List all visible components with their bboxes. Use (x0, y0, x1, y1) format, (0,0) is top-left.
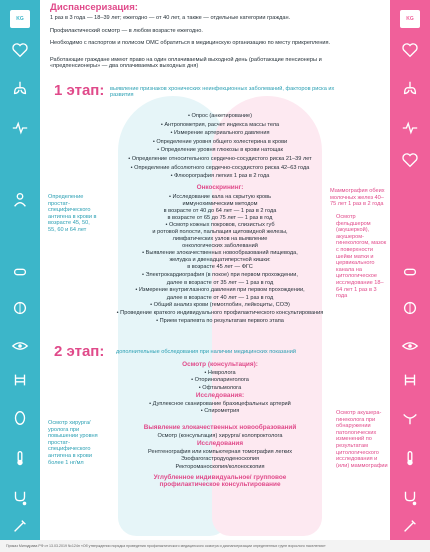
stage2-consult-item: • Офтальмолога (198, 384, 242, 391)
stage1-item: • Измерение артериального давления (170, 130, 270, 137)
header-passport: Необходимо с паспортом и полисом ОМС обратиться в медицинскую организацию по месту прикрепления. (50, 40, 331, 46)
onco-item: в возрасте от 65 до 75 лет — 1 раз в год (167, 215, 273, 221)
stage1-item: • Антропометрия, расчет индекса массы тела (160, 121, 280, 128)
ecg-icon (7, 118, 33, 138)
left-side-band (0, 0, 40, 540)
stage2-research-item: • Дуплексное сканирование брахицефальных артерий (149, 401, 291, 407)
stage1-item: • Флюорография легких 1 раз в 2 года (170, 173, 270, 180)
psa-note: Определение простат-специфического антигена в крови в возрасте 45, 50, 55, 60 и 64 лет (48, 194, 97, 233)
stage2-consult-list (120, 370, 320, 392)
pill-icon (7, 262, 33, 282)
stage1-more-item: далее в возрасте от 40 лет — 1 раз в год (166, 294, 274, 301)
page-title: Диспансеризация: (50, 2, 138, 13)
gynecologist-note: Осмотр акушера-гинеколога при обнаружении патологических изменений по результатам цитологического исследования и (или) маммографии (336, 410, 388, 469)
onco-item: лимфатических узлов на выявление (172, 236, 268, 242)
urologist-note: Осмотр хирурга/ уролога при повышении уровня простат-специфического антигена в крови более 1 нг/мл (48, 420, 98, 466)
scale-badge-right: KG (400, 10, 420, 28)
onco-title: Онкоскрининг: (196, 184, 244, 191)
syringe-icon (397, 516, 423, 536)
stage1-item: • Опрос (анкетирование) (187, 113, 253, 119)
stage2-onco-research-title: Исследования (196, 440, 244, 447)
stage2-onco-title: Выявление злокачественных новообразований (143, 424, 297, 431)
stage2-subtitle: дополнительные обследования при наличии медицинских показаний (116, 349, 296, 355)
stage2-consult-title: Осмотр (консультация): (182, 361, 258, 368)
syringe-icon (7, 516, 33, 536)
stage2-label: 2 этап: (54, 343, 105, 360)
stage2-onco-research-item: Рентгенография или компьютерная томография легких (147, 449, 293, 455)
gynecology-exam-note: Осмотр фельдшером (акушеркой), акушером-гинекологом, мазок с поверхности шейки матки и цервикального канала на цитологическое исследование 18–64 лет 1 раз в 3 года (336, 214, 387, 300)
stage1-more-item: • Электрокардиография (в покое) при первом прохождении, (142, 272, 298, 278)
header-frequency: 1 раз в 3 года — 18–39 лет; ежегодно — от 40 лет, а также — отдельные категории граждан. (50, 15, 291, 21)
stage1-item: • Определение абсолютного сердечно-сосудистого риска 42–63 года (130, 164, 310, 171)
stage1-more-item: • Проведение краткого индивидуального профилактического консультирования (116, 309, 324, 316)
stage1-more-list (70, 272, 370, 325)
stage2-onco-consult: Осмотр (консультация) хирурга/ колопроктолога (157, 433, 283, 439)
onco-item: в возрасте от 40 до 64 лет — 1 раз в 2 года (163, 208, 277, 214)
onco-item: • Выявление злокачественных новообразований пищевода, (142, 250, 298, 256)
stage2-onco-research-list (100, 449, 340, 471)
stage1-more-item: • Прием терапевта по результатам первого этапа (156, 317, 284, 324)
lungs-icon (7, 78, 33, 98)
stage1-more-item: далее в возрасте от 35 лет — 1 раз в год (166, 279, 274, 286)
thermometer-icon (397, 448, 423, 468)
brain-icon (397, 298, 423, 318)
stage1-subtitle: выявление признаков хронических неинфекционных заболеваний, факторов риска их развития (110, 86, 335, 99)
pill-icon (397, 262, 423, 282)
stage1-label: 1 этап: (54, 82, 105, 99)
heart-pulse-icon (397, 150, 423, 170)
heart-icon (7, 40, 33, 60)
heart-icon (397, 40, 423, 60)
right-side-band (390, 0, 430, 540)
intestine-icon (397, 370, 423, 390)
lungs-icon (397, 78, 423, 98)
stage2-onco-research-item: Эзофагогастродуоденоскопия (180, 456, 260, 463)
stage2-final-title: Углубленное индивидуальное/ групповое профилактическое консультирование (153, 474, 287, 489)
stage1-list (70, 112, 370, 181)
header-prof-exam: Профилактический осмотр — в любом возрасте ежегодно. (50, 28, 203, 34)
onco-item: • Осмотр кожных покровов, слизистых губ (165, 222, 275, 228)
source-footer: Приказ Минздрава РФ от 13.03.2019 №124н «Об утверждении порядка проведения профилактического медицинского осмотра и диспансеризации определенных групп взрослого населения» (0, 540, 430, 552)
onco-list (90, 194, 350, 271)
header-day-off: Работающие граждане имеют право на один оплачиваемый выходной день (работающие пенсионеры и «предпенсионеры» — два оплачиваемых выходных дня) (50, 57, 322, 70)
stage2-research-list (100, 401, 340, 416)
onco-item: желудка и двенадцатиперстной кишки: (169, 257, 271, 263)
mammography-note: Маммография обеих молочных желез 40–75 лет 1 раз в 2 года (330, 188, 385, 208)
stage1-item: • Определение уровня глюкозы в крови натощак (157, 147, 283, 154)
stage1-more-item: • Измерение внутриглазного давления при первом прохождении, (135, 287, 305, 294)
stage2-research-item: • Спирометрия (200, 408, 240, 415)
stage1-more-item: • Общий анализ крови (гемоглобин, лейкоциты, СОЭ) (150, 302, 290, 309)
stage2-onco-research-item: Ректороманоскопия/колоноскопия (175, 463, 265, 470)
stethoscope-icon (7, 488, 33, 508)
stage2-consult-item: • Оториноларинголога (191, 377, 249, 384)
intestine-icon (7, 370, 33, 390)
onco-item: и ротовой полости, пальпация щитовидной железы, (152, 229, 288, 235)
onco-item: в возрасте 45 лет — ФГС (187, 264, 253, 270)
onco-item: онкологических заболеваний (182, 243, 258, 249)
kidney-icon (7, 408, 33, 428)
stage2-research-title: Исследования: (195, 392, 245, 399)
scale-badge-left: KG (10, 10, 30, 28)
brain-icon (7, 298, 33, 318)
stage1-item: • Определение уровня общего холестерина в крови (152, 138, 288, 145)
onco-item: иммунохимическим методом (182, 201, 258, 207)
stethoscope-icon (397, 488, 423, 508)
doctor-icon (7, 190, 33, 210)
stage2-consult-item: • Невролога (204, 370, 236, 376)
thermometer-icon (7, 448, 33, 468)
stage1-item: • Определение относительного сердечно-сосудистого риска 21–39 лет (128, 155, 312, 162)
ecg-icon (397, 118, 423, 138)
onco-item: • Исследование кала на скрытую кровь (168, 194, 272, 200)
eye-icon (7, 336, 33, 356)
uterus-icon (397, 408, 423, 428)
eye-icon (397, 336, 423, 356)
